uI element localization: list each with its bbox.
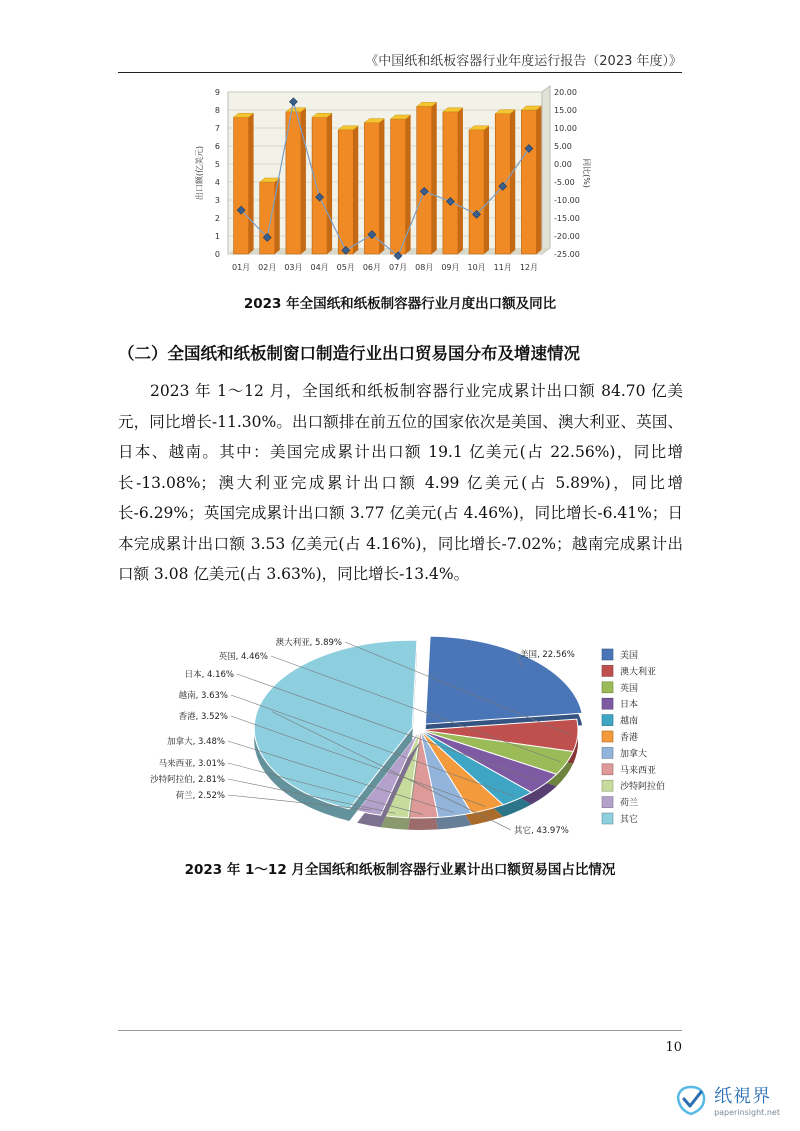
x-tick-label: 11月: [493, 263, 512, 272]
y2-tick-label: -25.00: [554, 250, 580, 259]
x-tick-label: 07月: [388, 263, 408, 272]
legend-swatch: [602, 665, 613, 676]
bar-side: [432, 102, 437, 254]
y2-tick-label: -20.00: [554, 232, 580, 241]
legend-label: 香港: [620, 733, 639, 743]
legend-label: 其它: [620, 815, 639, 825]
x-tick-label: 02月: [258, 263, 277, 272]
pie-data-label: 日本, 4.16%: [184, 670, 234, 680]
y2-tick-label: -15.00: [554, 214, 580, 223]
y2-tick-label: 20.00: [554, 88, 577, 97]
bar-side: [249, 113, 254, 254]
bar: [234, 117, 249, 254]
x-tick-label: 01月: [231, 263, 251, 272]
x-tick-label: 08月: [415, 263, 434, 272]
legend-swatch: [602, 715, 613, 726]
y2-tick-label: 5.00: [554, 142, 572, 151]
legend-label: 沙特阿拉伯: [620, 782, 666, 793]
y-tick-label: 7: [214, 124, 220, 133]
x-tick-label: 04月: [310, 263, 329, 272]
x-tick-label: 03月: [284, 263, 303, 272]
body-paragraph: 2023 年 1～12 月，全国纸和纸板制容器行业完成累计出口额 84.70 亿美元，同比增长-11.30%。出口额排在前五位的国家依次是美国、澳大利亚、英国、日本、越南。其中：美国完成累计出口额 19.1 亿美元(占 22.56%)，同比增长-13.08%；澳大利亚完成累计出口额 4.99 亿美元(占 5.89%)，同比增长-6.29%；英国完成累计出口额 3.77 亿美元(占 4.46%)，同比增长-6.41%；日本完成累计出口额 3.53 亿美元(占 4.16%)，同比增长-7.02%；越南完成累计出口额 3.08 亿美元(占 3.63%)，同比增长-13.4%。: [118, 382, 683, 583]
pie-data-label: 美国, 22.56%: [520, 650, 575, 660]
page-number: 10: [665, 1040, 682, 1055]
y-tick-label: 8: [214, 106, 220, 115]
y-tick-label: 2: [214, 214, 220, 223]
legend-label: 英国: [620, 683, 639, 694]
pie-data-label: 荷兰, 2.52%: [175, 791, 225, 801]
legend-swatch: [602, 747, 613, 758]
legend-swatch: [602, 698, 613, 709]
legend-label: 越南: [620, 716, 639, 727]
legend-swatch: [602, 797, 613, 808]
bar-side: [536, 106, 541, 254]
brand-site: paperinsight.net: [714, 1108, 780, 1117]
bar: [338, 130, 353, 254]
bar: [417, 106, 432, 254]
x-tick-label: 12月: [519, 263, 539, 272]
pie-data-label: 越南, 3.63%: [178, 691, 228, 701]
pie-data-label: 马来西亚, 3.01%: [158, 759, 225, 769]
pie-data-label: 英国, 4.46%: [218, 652, 268, 662]
brand-watermark: [674, 1082, 780, 1117]
x-tick-label: 06月: [362, 263, 382, 272]
legend-swatch: [602, 731, 613, 742]
monthly-export-chart: [190, 82, 590, 282]
bar: [521, 110, 536, 254]
brand-name: 纸視界: [714, 1086, 772, 1107]
y2-tick-label: 10.00: [554, 124, 577, 133]
bar: [260, 182, 275, 254]
legend-label: 马来西亚: [620, 765, 657, 776]
legend-label: 美国: [620, 651, 639, 661]
pie-data-label: 澳大利亚, 5.89%: [275, 638, 342, 648]
y2-axis-label: 同比(%): [582, 158, 591, 188]
bar-side: [379, 119, 384, 254]
y-tick-label: 5: [214, 160, 220, 169]
bar-side: [510, 110, 515, 254]
y2-tick-label: 0.00: [554, 160, 572, 169]
legend-swatch: [602, 813, 613, 824]
brand-logo-icon: [674, 1083, 708, 1117]
legend-swatch: [602, 682, 613, 693]
trade-partner-pie-chart: [130, 630, 695, 840]
document-header: 《中国纸和纸板容器行业年度运行报告（2023 年度）》: [365, 54, 682, 69]
legend-label: 荷兰: [620, 798, 639, 809]
bar: [469, 130, 484, 254]
x-tick-label: 09月: [441, 263, 460, 272]
legend-swatch: [602, 649, 613, 660]
plot-side-wall: [542, 86, 550, 254]
legend-label: 澳大利亚: [620, 667, 657, 678]
bar: [391, 119, 406, 254]
pie-data-label: 加拿大, 3.48%: [167, 737, 225, 747]
pie-data-label: 沙特阿拉伯, 2.81%: [150, 775, 225, 785]
y2-tick-label: 15.00: [554, 106, 577, 115]
legend-label: 日本: [620, 700, 639, 711]
chart1-caption: 2023 年全国纸和纸板制容器行业月度出口额及同比: [243, 296, 557, 312]
bar-side: [275, 178, 280, 254]
pie-data-label: 香港, 3.52%: [178, 712, 228, 722]
bar: [286, 112, 301, 254]
header-rule: [118, 72, 682, 73]
pie-data-label: 其它, 43.97%: [514, 826, 569, 836]
bar-side: [353, 126, 358, 254]
bar: [443, 112, 458, 254]
y-tick-label: 4: [214, 178, 220, 187]
bar-side: [406, 115, 411, 254]
bar-side: [327, 113, 332, 254]
x-tick-label: 10月: [467, 263, 486, 272]
y-tick-label: 0: [214, 250, 220, 259]
section-heading: （二）全国纸和纸板制窗口制造行业出口贸易国分布及增速情况: [118, 344, 580, 363]
bar: [312, 117, 327, 254]
bar-side: [458, 108, 463, 254]
bar-side: [484, 126, 489, 254]
y-tick-label: 3: [214, 196, 220, 205]
x-tick-label: 05月: [336, 263, 355, 272]
legend-label: 加拿大: [620, 749, 648, 760]
y-tick-label: 9: [214, 88, 220, 97]
footer-rule: [118, 1030, 682, 1031]
y2-tick-label: -5.00: [554, 178, 575, 187]
y2-tick-label: -10.00: [554, 196, 580, 205]
y-tick-label: 1: [214, 232, 220, 241]
y-axis-label: 出口额(亿美元): [195, 145, 204, 201]
legend-swatch: [602, 780, 613, 791]
chart2-caption: 2023 年 1～12 月全国纸和纸板制容器行业累计出口额贸易国占比情况: [184, 862, 616, 878]
legend-swatch: [602, 764, 613, 775]
y-tick-label: 6: [214, 142, 220, 151]
